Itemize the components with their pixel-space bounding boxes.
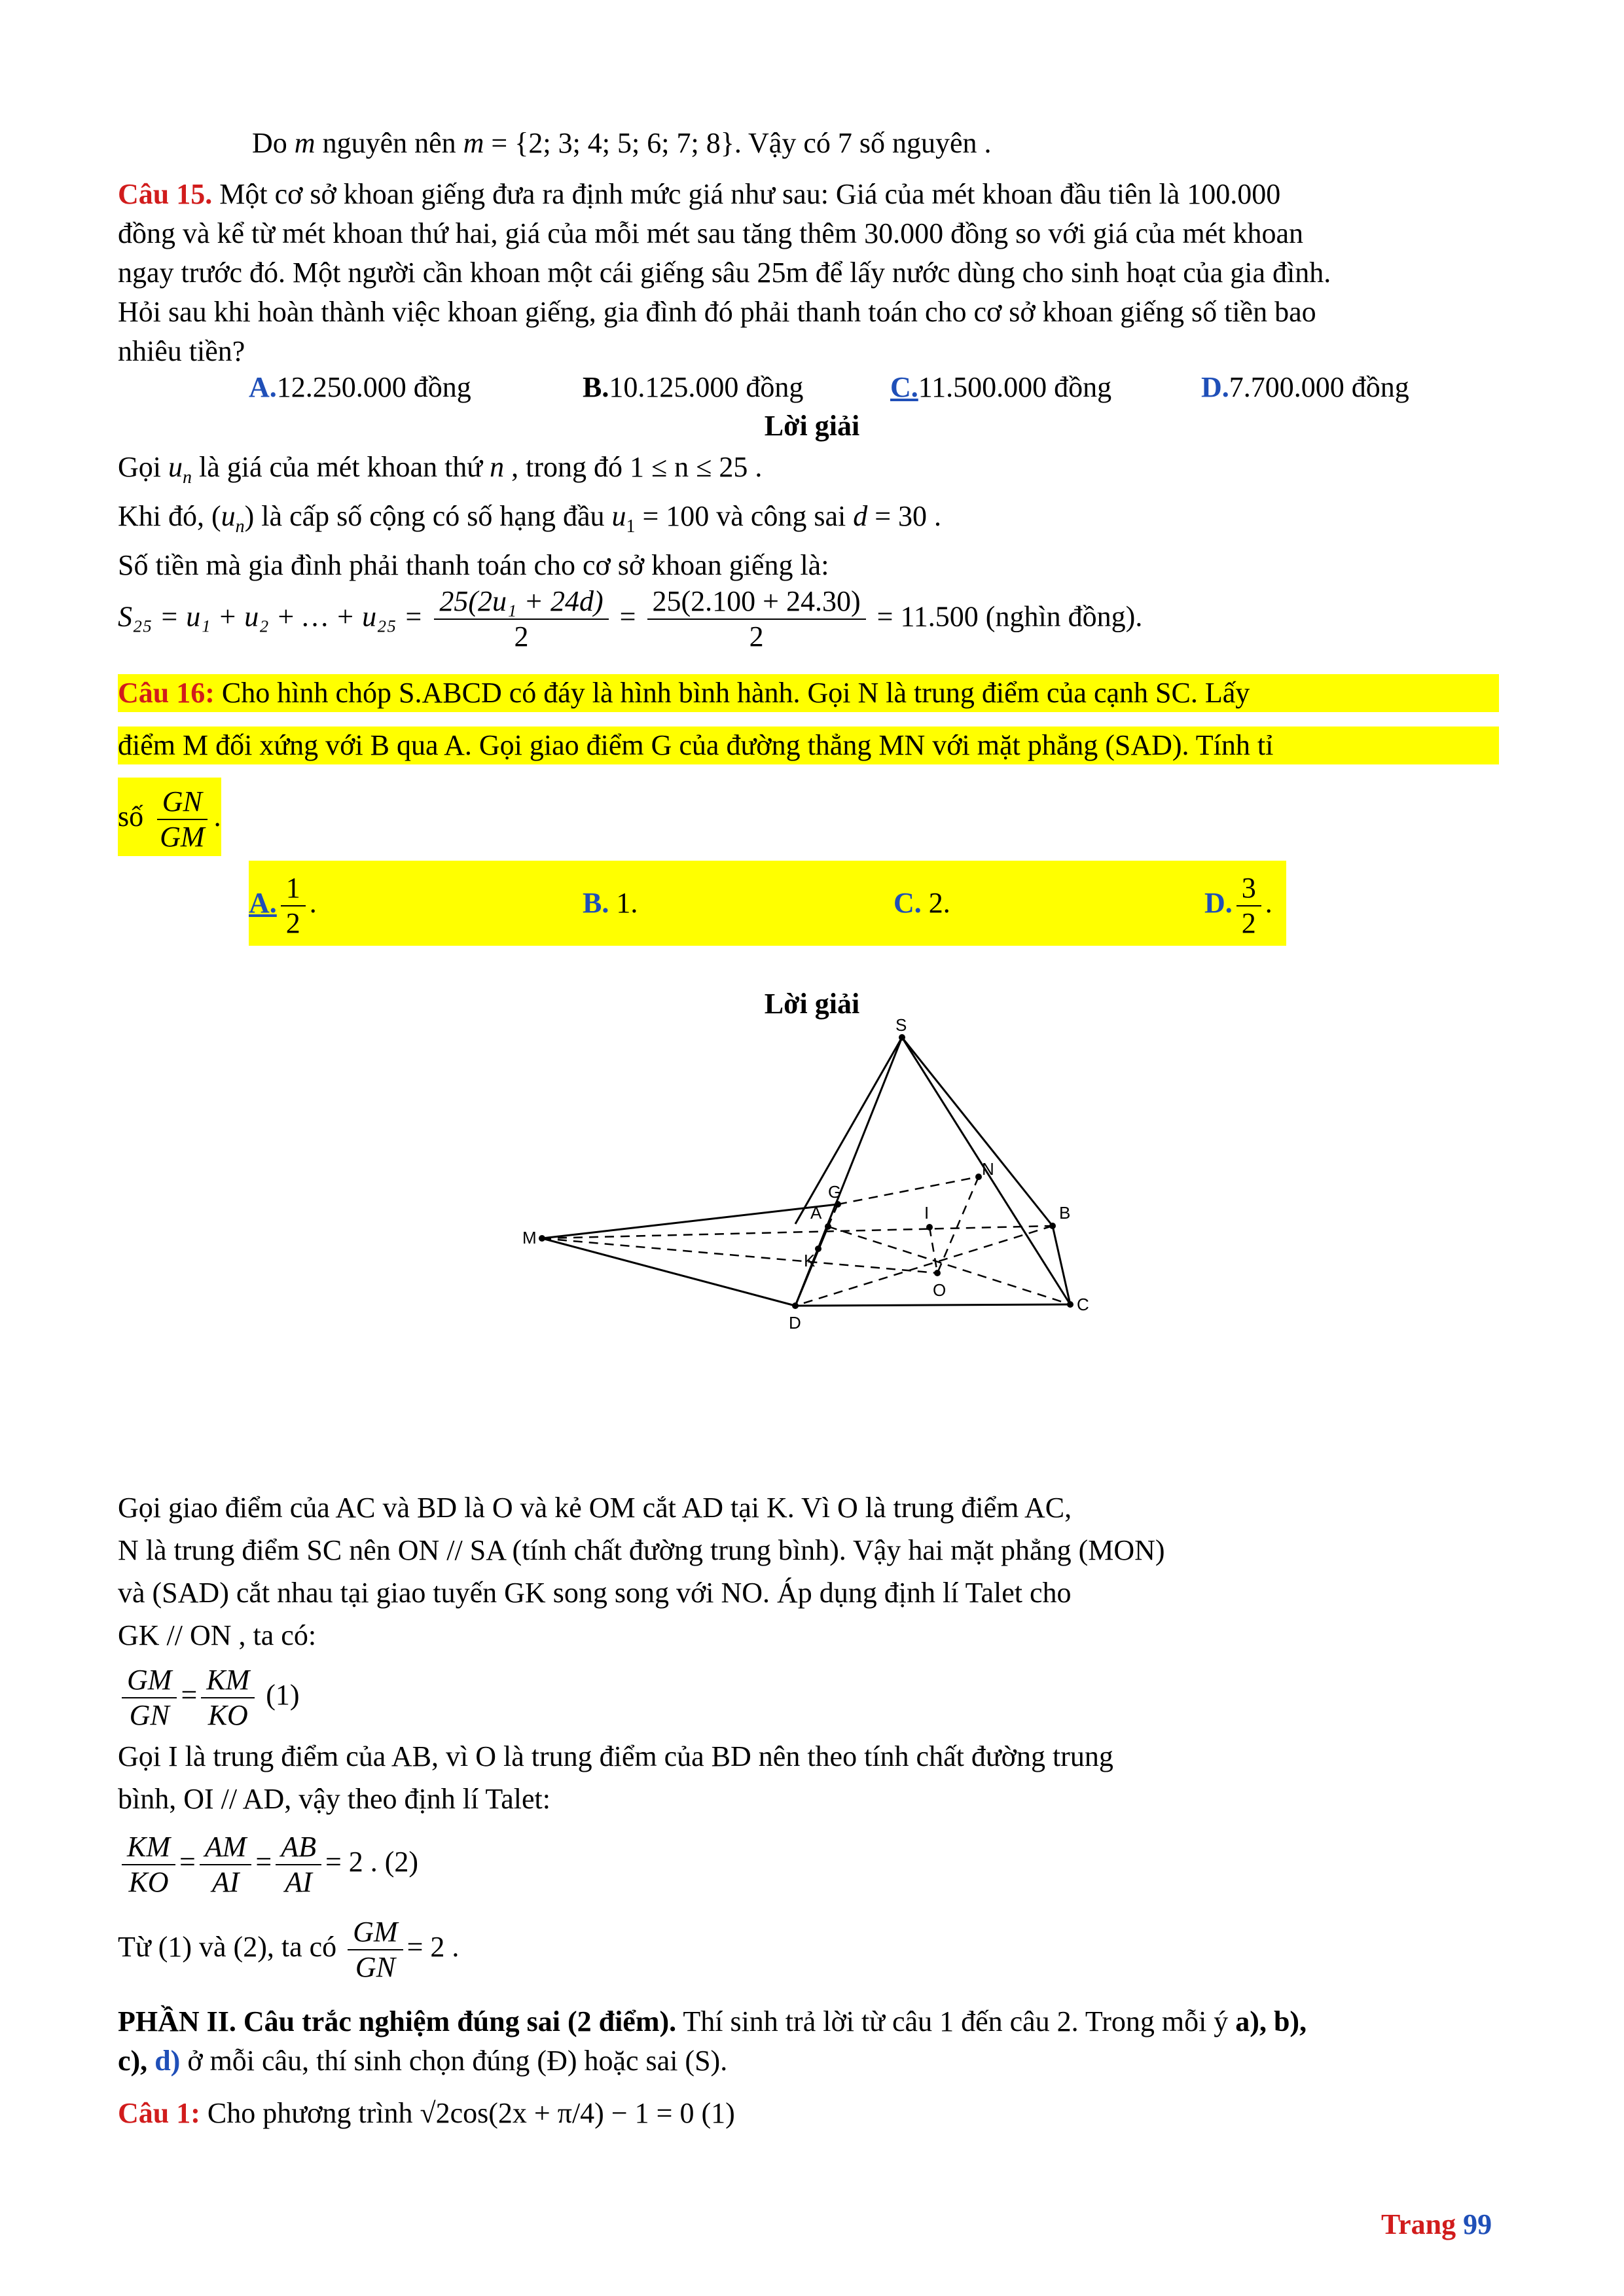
sol15-line-1 [118, 448, 762, 497]
numerator: KM [201, 1664, 255, 1698]
point-K [815, 1246, 821, 1252]
fraction [1236, 872, 1261, 940]
denominator: GM [160, 820, 205, 853]
subscript: n [183, 467, 192, 488]
sol16-p5: Gọi I là trung điểm của AB, vì O là trung điểm của BD nên theo tính chất đường trung [118, 1740, 1113, 1772]
sol16-eq-1 [118, 1656, 300, 1734]
var: u [221, 500, 236, 532]
sol15-line-2 [118, 497, 941, 546]
q15-line-3: ngay trước đó. Một người cần khoan một cái giếng sâu 25m để lấy nước dùng cho sinh hoạt của gia đình. [118, 257, 1331, 289]
text: số [118, 800, 144, 833]
page-no: 99 [1463, 2208, 1492, 2240]
text: Thí sinh trả lời từ câu 1 đến câu 2. Trong mỗi ý [676, 2005, 1236, 2037]
option-text: 11.500.000 đồng [918, 371, 1112, 403]
fraction [154, 786, 209, 853]
edge-SA [795, 1037, 902, 1224]
point-C [1067, 1301, 1074, 1308]
line-IO [929, 1227, 937, 1273]
q15-label: Câu 15. [118, 178, 213, 210]
prev-text: Do [252, 127, 295, 159]
text: c), [118, 2045, 155, 2077]
fraction [122, 1664, 177, 1732]
text: Khi đó, ( [118, 500, 221, 532]
q15-option-a[interactable] [249, 368, 471, 406]
sol15-title: Lời giải [764, 410, 860, 442]
q16-label: Câu 16: [118, 677, 215, 709]
text: ở mỗi câu, thí sinh chọn đúng (Đ) hoặc sai (S). [180, 2045, 728, 2077]
line-MB [542, 1226, 1053, 1238]
text: = 30 . [867, 500, 942, 532]
q16-option-c[interactable] [893, 861, 950, 946]
prev-text: . Vậy có 7 số nguyên . [734, 127, 992, 159]
option-label: C. [893, 887, 922, 919]
text: . [213, 800, 221, 833]
label-N: N [982, 1159, 994, 1179]
diag-BD [795, 1226, 1053, 1306]
q1-text: Cho phương trình √2cos(2x + π/4) − 1 = 0 (1) [200, 2097, 735, 2129]
line-NO [937, 1177, 979, 1273]
prev-line [252, 124, 992, 162]
fraction [201, 1664, 255, 1732]
line-GN [838, 1177, 979, 1204]
q16-option-d[interactable] [1204, 861, 1272, 946]
point-A [825, 1223, 831, 1230]
edge-BC [1053, 1226, 1070, 1304]
sol16-title: Lời giải [764, 988, 860, 1020]
fraction [276, 1831, 321, 1899]
point-N [975, 1174, 982, 1180]
point-I [926, 1224, 933, 1230]
formula-lhs: S₂₅ = u₁ + u₂ + … + u₂₅ = [118, 600, 424, 633]
denominator: 2 [749, 620, 764, 653]
equation-tail: = 2 . (2) [325, 1846, 419, 1878]
q16-line-2: điểm M đối xứng với B qua A. Gọi giao điểm G của đường thẳng MN với mặt phẳng (SAD). Tính tỉ [118, 726, 1499, 764]
q16-options [249, 861, 1286, 946]
fraction [647, 586, 866, 653]
prev-set: = {2; 3; 4; 5; 6; 7; 8} [484, 127, 734, 159]
option-text: 10.125.000 đồng [609, 371, 804, 403]
option-label: D. [1201, 371, 1229, 403]
q16-option-b[interactable] [583, 861, 638, 946]
fraction [281, 872, 306, 940]
subscript: 1 [626, 516, 636, 537]
label-I: I [924, 1203, 929, 1223]
sol16-p1: Gọi giao điểm của AC và BD là O và kẻ OM cắt AD tại K. Vì O là trung điểm AC, [118, 1492, 1072, 1524]
option-label: D. [1204, 887, 1233, 919]
fraction [434, 586, 608, 653]
page-number [1381, 2206, 1492, 2244]
numerator: AB [276, 1831, 321, 1865]
denominator: 2 [285, 906, 300, 939]
option-text: 1. [616, 887, 638, 919]
edge-MD [542, 1238, 795, 1306]
point-O [934, 1270, 941, 1276]
prev-var: m [294, 127, 316, 159]
formula-result: = 11.500 (nghìn đồng). [876, 600, 1143, 633]
label-C: C [1077, 1295, 1089, 1314]
fraction [122, 1831, 175, 1899]
equals: = [179, 1846, 196, 1878]
label-S: S [895, 1015, 907, 1035]
option-text: 2. [928, 887, 950, 919]
subscript: n [235, 516, 245, 537]
option-label: A. [249, 887, 277, 919]
q15-option-c[interactable] [890, 368, 1111, 406]
part2-heading: PHẦN II. Câu trắc nghiệm đúng sai (2 điểm). [118, 2005, 677, 2037]
option-text: 12.250.000 đồng [276, 371, 471, 403]
label-D: D [789, 1313, 801, 1333]
numerator: GM [122, 1664, 177, 1698]
text: d) [154, 2045, 181, 2077]
q1-label: Câu 1: [118, 2097, 200, 2129]
fraction [348, 1916, 403, 1984]
denominator: AI [285, 1865, 312, 1898]
numerator: AM [200, 1831, 252, 1865]
equation-tag: (1) [259, 1679, 300, 1711]
line-MO [542, 1238, 937, 1273]
label-A: A [810, 1203, 822, 1223]
text: , trong đó 1 ≤ n ≤ 25 . [504, 451, 763, 483]
sol16-p3: và (SAD) cắt nhau tại giao tuyến GK song song với NO. Áp dụng định lí Talet cho [118, 1577, 1072, 1609]
point-B [1049, 1223, 1056, 1229]
edge-SB [902, 1037, 1053, 1226]
option-label: B. [583, 371, 609, 403]
label-M: M [522, 1228, 537, 1247]
option-label: A. [249, 371, 277, 403]
denominator: 2 [1241, 906, 1256, 939]
diag-AC [828, 1227, 1070, 1304]
numerator: KM [122, 1831, 175, 1865]
q15-line-1 [118, 175, 1280, 213]
sol16-p2: N là trung điểm SC nên ON // SA (tính chất đường trung bình). Vậy hai mặt phẳng (MON) [118, 1534, 1165, 1566]
label-G: G [828, 1182, 842, 1202]
page-label: Trang [1381, 2208, 1464, 2240]
sol16-p4: GK // ON , ta có: [118, 1619, 317, 1651]
denominator: 2 [514, 620, 529, 653]
prev-text: nguyên nên [315, 127, 463, 159]
edge-DC [795, 1304, 1070, 1306]
text: Từ (1) và (2), ta có [118, 1931, 337, 1963]
text: = 2 . [406, 1931, 460, 1963]
denominator: GN [129, 1698, 170, 1731]
sol16-p6: bình, OI // AD, vậy theo định lí Talet: [118, 1783, 550, 1815]
point-M [539, 1235, 545, 1242]
denominator: KO [208, 1698, 248, 1731]
point-G [835, 1201, 841, 1208]
denominator: KO [128, 1865, 169, 1898]
q15-text: Một cơ sở khoan giếng đưa ra định mức giá như sau: Giá của mét khoan đầu tiên là 100.000 [212, 178, 1281, 210]
label-B: B [1059, 1203, 1071, 1223]
q15-line-2: đồng và kể từ mét khoan thứ hai, giá của mỗi mét sau tăng thêm 30.000 đồng so với giá của mét khoan [118, 217, 1304, 249]
numerator: 25(2u₁ + 24d) [434, 586, 608, 620]
part2-line-1 [118, 2003, 1307, 2041]
text: ) là cấp số cộng có số hạng đầu [244, 500, 612, 532]
denominator: GN [355, 1950, 395, 1983]
q15-line-5: nhiêu tiền? [118, 335, 245, 367]
equals: = [255, 1846, 272, 1878]
pyramid-figure [497, 1008, 1126, 1492]
option-text: 7.700.000 đồng [1229, 371, 1409, 403]
numerator: GN [157, 786, 208, 820]
q16-line-3 [118, 778, 221, 856]
numerator: 25(2.100 + 24.30) [647, 586, 866, 620]
line-MG [542, 1204, 838, 1238]
equals: = [181, 1679, 198, 1711]
var: d [853, 500, 868, 532]
q16-option-a[interactable] [249, 861, 317, 946]
text: . [1265, 887, 1272, 919]
prev-var: m [463, 127, 484, 159]
numerator: 1 [281, 872, 306, 906]
q15-option-b[interactable] [583, 368, 803, 406]
label-O: O [933, 1280, 947, 1300]
equals: = [619, 600, 636, 633]
numerator: GM [348, 1916, 403, 1950]
text: . [309, 887, 317, 919]
point-D [792, 1302, 799, 1309]
point-S [899, 1034, 905, 1041]
sol16-eq-3 [118, 1908, 459, 1986]
var: n [490, 451, 505, 483]
part2-q1 [118, 2094, 735, 2132]
q15-line-4: Hỏi sau khi hoàn thành việc khoan giếng, gia đình đó phải thanh toán cho cơ sở khoan giếng số tiền bao [118, 296, 1316, 328]
option-label: C. [890, 371, 918, 403]
text: là giá của mét khoan thứ [192, 451, 490, 483]
denominator: AI [211, 1865, 240, 1898]
q15-option-d[interactable] [1201, 368, 1409, 406]
sol15-formula [118, 586, 1142, 653]
text: = 100 và công sai [635, 500, 854, 532]
var: u [611, 500, 626, 532]
q16-line-1 [118, 674, 1499, 712]
numerator: 3 [1236, 872, 1261, 906]
label-K: K [804, 1251, 816, 1270]
option-label: B. [583, 887, 609, 919]
text: a), b), [1235, 2005, 1307, 2037]
sol16-eq-2 [118, 1823, 418, 1901]
q16-text: Cho hình chóp S.ABCD có đáy là hình bình hành. Gọi N là trung điểm của cạnh SC. Lấy [214, 677, 1250, 709]
text: Gọi [118, 451, 168, 483]
fraction [200, 1831, 252, 1899]
var: u [168, 451, 183, 483]
sol15-line-3: Số tiền mà gia đình phải thanh toán cho cơ sở khoan giếng là: [118, 549, 829, 581]
part2-line-2 [118, 2042, 727, 2080]
